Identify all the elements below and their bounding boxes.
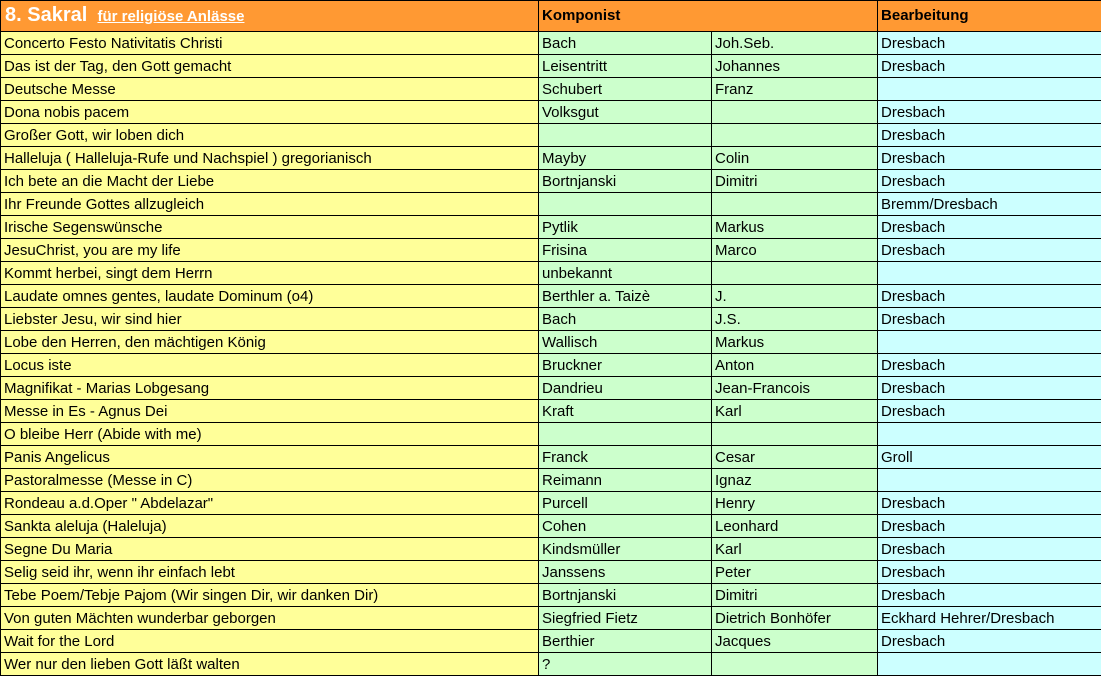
cell-title[interactable]: Lobe den Herren, den mächtigen König — [1, 331, 539, 354]
cell-composer-lastname[interactable]: Bortnjanski — [539, 584, 712, 607]
section-number: 8. Sakral — [5, 4, 88, 26]
table-row — [1, 101, 1101, 124]
cell-title[interactable]: Wait for the Lord — [1, 630, 539, 653]
cell-arrangement[interactable]: Dresbach — [878, 239, 1101, 262]
cell-title[interactable]: O bleibe Herr (Abide with me) — [1, 423, 539, 446]
table-row — [1, 285, 1101, 308]
cell-composer-firstname[interactable]: Anton — [712, 354, 878, 377]
cell-title[interactable]: Laudate omnes gentes, laudate Dominum (o4) — [1, 285, 539, 308]
cell-composer-firstname[interactable]: Dimitri — [712, 170, 878, 193]
cell-arrangement[interactable]: Dresbach — [878, 630, 1101, 653]
header-row — [1, 1, 1101, 32]
cell-arrangement[interactable]: Dresbach — [878, 492, 1101, 515]
cell-arrangement[interactable] — [878, 262, 1101, 285]
table-row — [1, 147, 1101, 170]
table-row — [1, 584, 1101, 607]
table-row — [1, 377, 1101, 400]
cell-composer-lastname[interactable]: Reimann — [539, 469, 712, 492]
cell-arrangement[interactable] — [878, 469, 1101, 492]
cell-arrangement[interactable]: Dresbach — [878, 32, 1101, 55]
cell-title[interactable]: Deutsche Messe — [1, 78, 539, 101]
cell-arrangement[interactable]: Dresbach — [878, 101, 1101, 124]
table-row — [1, 469, 1101, 492]
cell-arrangement[interactable]: Bremm/Dresbach — [878, 193, 1101, 216]
cell-composer-lastname[interactable]: Kindsmüller — [539, 538, 712, 561]
cell-arrangement[interactable]: Dresbach — [878, 538, 1101, 561]
table-row — [1, 653, 1101, 676]
cell-composer-firstname[interactable] — [712, 262, 878, 285]
table-row — [1, 170, 1101, 193]
cell-title[interactable]: Das ist der Tag, den Gott gemacht — [1, 55, 539, 78]
cell-arrangement[interactable]: Dresbach — [878, 170, 1101, 193]
cell-composer-firstname[interactable]: Henry — [712, 492, 878, 515]
cell-arrangement[interactable]: Dresbach — [878, 561, 1101, 584]
cell-composer-firstname[interactable]: Markus — [712, 216, 878, 239]
section-title[interactable] — [1, 1, 539, 32]
cell-composer-firstname[interactable]: Cesar — [712, 446, 878, 469]
cell-composer-firstname[interactable]: Karl — [712, 538, 878, 561]
table-row — [1, 55, 1101, 78]
cell-composer-firstname[interactable]: Peter — [712, 561, 878, 584]
cell-title[interactable]: Sankta aleluja (Haleluja) — [1, 515, 539, 538]
cell-composer-lastname[interactable]: Siegfried Fietz — [539, 607, 712, 630]
cell-composer-lastname[interactable]: ? — [539, 653, 712, 676]
cell-title[interactable]: Pastoralmesse (Messe in C) — [1, 469, 539, 492]
cell-arrangement[interactable]: Dresbach — [878, 400, 1101, 423]
cell-composer-lastname[interactable]: Kraft — [539, 400, 712, 423]
cell-composer-firstname[interactable] — [712, 193, 878, 216]
cell-title[interactable]: Kommt herbei, singt dem Herrn — [1, 262, 539, 285]
cell-title[interactable]: Dona nobis pacem — [1, 101, 539, 124]
cell-composer-lastname[interactable]: Mayby — [539, 147, 712, 170]
cell-composer-lastname[interactable]: unbekannt — [539, 262, 712, 285]
table-row — [1, 262, 1101, 285]
cell-composer-firstname[interactable]: Jean-Francois — [712, 377, 878, 400]
cell-composer-lastname[interactable] — [539, 193, 712, 216]
cell-composer-lastname[interactable] — [539, 423, 712, 446]
cell-composer-lastname[interactable]: Frisina — [539, 239, 712, 262]
cell-composer-firstname[interactable]: Franz — [712, 78, 878, 101]
cell-composer-firstname[interactable]: Johannes — [712, 55, 878, 78]
cell-composer-firstname[interactable]: Jacques — [712, 630, 878, 653]
cell-arrangement[interactable]: Dresbach — [878, 308, 1101, 331]
table-row — [1, 78, 1101, 101]
cell-title[interactable]: Großer Gott, wir loben dich — [1, 124, 539, 147]
cell-composer-lastname[interactable]: Bach — [539, 308, 712, 331]
cell-composer-firstname[interactable]: Karl — [712, 400, 878, 423]
cell-composer-firstname[interactable]: Dimitri — [712, 584, 878, 607]
table-row — [1, 400, 1101, 423]
table-row — [1, 515, 1101, 538]
cell-composer-firstname[interactable] — [712, 101, 878, 124]
cell-composer-firstname[interactable]: Joh.Seb. — [712, 32, 878, 55]
cell-composer-lastname[interactable]: Berthier — [539, 630, 712, 653]
cell-arrangement[interactable] — [878, 423, 1101, 446]
cell-arrangement[interactable]: Dresbach — [878, 515, 1101, 538]
cell-title[interactable]: Tebe Poem/Tebje Pajom (Wir singen Dir, wir danken Dir) — [1, 584, 539, 607]
cell-arrangement[interactable]: Dresbach — [878, 377, 1101, 400]
cell-title[interactable]: Wer nur den lieben Gott läßt walten — [1, 653, 539, 676]
cell-composer-lastname[interactable]: Bortnjanski — [539, 170, 712, 193]
cell-arrangement[interactable]: Dresbach — [878, 147, 1101, 170]
cell-title[interactable]: Irische Segenswünsche — [1, 216, 539, 239]
cell-arrangement[interactable] — [878, 331, 1101, 354]
table-row — [1, 423, 1101, 446]
cell-composer-firstname[interactable]: J. — [712, 285, 878, 308]
cell-arrangement[interactable]: Dresbach — [878, 584, 1101, 607]
cell-arrangement[interactable]: Dresbach — [878, 55, 1101, 78]
cell-title[interactable]: Ihr Freunde Gottes allzugleich — [1, 193, 539, 216]
cell-title[interactable]: Segne Du Maria — [1, 538, 539, 561]
table-row — [1, 630, 1101, 653]
table-row — [1, 446, 1101, 469]
cell-composer-lastname[interactable]: Wallisch — [539, 331, 712, 354]
cell-composer-lastname[interactable]: Pytlik — [539, 216, 712, 239]
cell-title[interactable]: Rondeau a.d.Oper " Abdelazar" — [1, 492, 539, 515]
cell-composer-firstname[interactable]: Marco — [712, 239, 878, 262]
table-row — [1, 216, 1101, 239]
cell-composer-firstname[interactable]: Ignaz — [712, 469, 878, 492]
cell-composer-firstname[interactable] — [712, 423, 878, 446]
cell-composer-lastname[interactable]: Leisentritt — [539, 55, 712, 78]
cell-title[interactable]: Liebster Jesu, wir sind hier — [1, 308, 539, 331]
table-row — [1, 124, 1101, 147]
cell-composer-lastname[interactable]: Janssens — [539, 561, 712, 584]
cell-arrangement[interactable]: Dresbach — [878, 285, 1101, 308]
cell-arrangement[interactable]: Eckhard Hehrer/Dresbach — [878, 607, 1101, 630]
cell-arrangement[interactable]: Dresbach — [878, 354, 1101, 377]
header-bearbeitung[interactable]: Bearbeitung — [878, 1, 1101, 32]
cell-title[interactable]: Messe in Es - Agnus Dei — [1, 400, 539, 423]
table-row — [1, 331, 1101, 354]
cell-title[interactable]: Concerto Festo Nativitatis Christi — [1, 32, 539, 55]
table-row — [1, 308, 1101, 331]
table-row — [1, 607, 1101, 630]
cell-title[interactable]: Magnifikat - Marias Lobgesang — [1, 377, 539, 400]
table-row — [1, 561, 1101, 584]
table-row — [1, 538, 1101, 561]
cell-composer-lastname[interactable] — [539, 124, 712, 147]
table-row — [1, 354, 1101, 377]
cell-composer-lastname[interactable]: Schubert — [539, 78, 712, 101]
cell-composer-lastname[interactable]: Franck — [539, 446, 712, 469]
cell-title[interactable]: Locus iste — [1, 354, 539, 377]
cell-arrangement[interactable] — [878, 653, 1101, 676]
cell-title[interactable]: Panis Angelicus — [1, 446, 539, 469]
cell-arrangement[interactable]: Dresbach — [878, 124, 1101, 147]
cell-title[interactable]: Von guten Mächten wunderbar geborgen — [1, 607, 539, 630]
cell-composer-firstname[interactable]: Colin — [712, 147, 878, 170]
cell-composer-lastname[interactable]: Cohen — [539, 515, 712, 538]
cell-composer-firstname[interactable]: J.S. — [712, 308, 878, 331]
cell-composer-firstname[interactable]: Markus — [712, 331, 878, 354]
cell-composer-firstname[interactable]: Dietrich Bonhöfer — [712, 607, 878, 630]
header-komponist[interactable]: Komponist — [539, 1, 878, 32]
cell-title[interactable]: Ich bete an die Macht der Liebe — [1, 170, 539, 193]
cell-composer-lastname[interactable]: Volksgut — [539, 101, 712, 124]
cell-arrangement[interactable] — [878, 78, 1101, 101]
cell-composer-firstname[interactable]: Leonhard — [712, 515, 878, 538]
cell-composer-lastname[interactable]: Berthler a. Taizè — [539, 285, 712, 308]
cell-arrangement[interactable]: Dresbach — [878, 216, 1101, 239]
cell-title[interactable]: JesuChrist, you are my life — [1, 239, 539, 262]
cell-composer-lastname[interactable]: Purcell — [539, 492, 712, 515]
table-row — [1, 193, 1101, 216]
table-row — [1, 492, 1101, 515]
cell-composer-lastname[interactable]: Bruckner — [539, 354, 712, 377]
cell-title[interactable]: Halleluja ( Halleluja-Rufe und Nachspiel ) gregorianisch — [1, 147, 539, 170]
cell-arrangement[interactable]: Groll — [878, 446, 1101, 469]
cell-composer-firstname[interactable] — [712, 124, 878, 147]
cell-composer-lastname[interactable]: Bach — [539, 32, 712, 55]
table-row — [1, 239, 1101, 262]
cell-composer-lastname[interactable]: Dandrieu — [539, 377, 712, 400]
cell-title[interactable]: Selig seid ihr, wenn ihr einfach lebt — [1, 561, 539, 584]
cell-composer-firstname[interactable] — [712, 653, 878, 676]
table-row — [1, 32, 1101, 55]
section-subtitle: für religiöse Anlässe — [97, 8, 245, 25]
